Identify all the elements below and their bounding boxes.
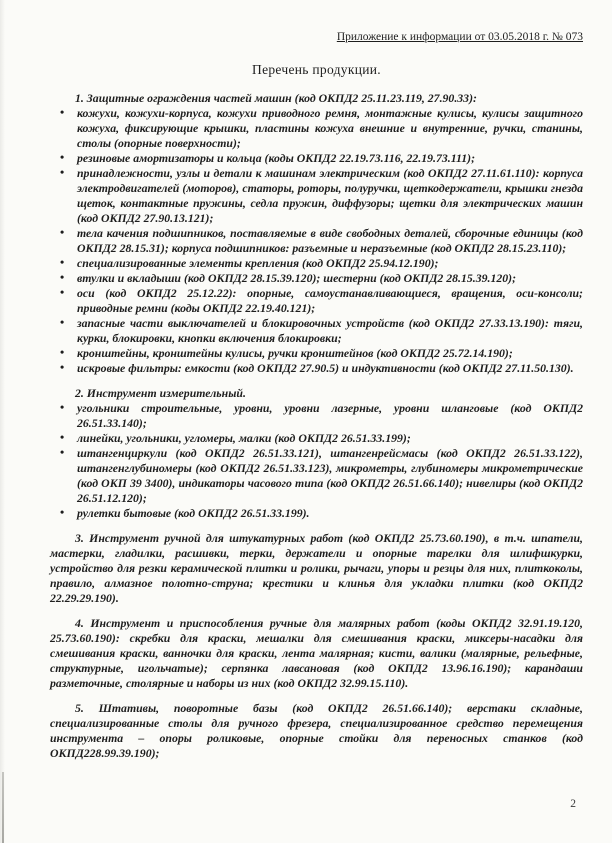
bullet-icon: • bbox=[60, 400, 65, 414]
list-item-text: оси (код ОКПД2 25.12.22): опорные, самоустанавливающиеся, вращения, оси-консоли; приводные ремни (коды ОКПД2 22.19.40.121); bbox=[77, 286, 583, 315]
list-item bbox=[50, 431, 583, 446]
list-item-text: кронштейны, кронштейны кулисы, ручки кронштейнов (код ОКПД2 25.72.14.190); bbox=[77, 346, 513, 360]
bullet-icon: • bbox=[60, 225, 65, 239]
list-item bbox=[50, 256, 583, 271]
list-item bbox=[50, 361, 583, 376]
bullet-icon: • bbox=[60, 255, 65, 269]
bullet-icon: • bbox=[60, 345, 65, 359]
list-item bbox=[50, 106, 583, 151]
document-reference-header bbox=[50, 30, 583, 45]
bullet-icon: • bbox=[60, 505, 65, 519]
bullet-icon: • bbox=[60, 270, 65, 284]
list-item bbox=[50, 401, 583, 431]
list-item bbox=[50, 226, 583, 256]
bullet-icon: • bbox=[60, 360, 65, 374]
section-4-paragraph: 4. Инструмент и приспособления ручные для малярных работ (коды ОКПД2 32.91.19.120, 25.73.60.190): скребки для краски, мешалки для смешивания краски, миксеры-насадки для смешивания краски, ванночки для краски, лента малярная; кисти, валики (малярные, рельефные, структурные, игольчатые); серпянка лавсановая (код ОКПД2 13.96.16.190); карандаши разметочные, столярные и наборы из них (код ОКПД2 32.99.15.110). bbox=[50, 616, 583, 690]
document-reference-text: Приложение к информации от 03.05.2018 г. № 073 bbox=[336, 31, 583, 43]
section-3-paragraph: 3. Инструмент ручной для штукатурных работ (код ОКПД2 25.73.60.190), в т.ч. шпатели, мастерки, гладилки, расшивки, терки, держатели и опорные тарелки для шлифшкурки, устройство для резки керамической плитки и ролики, рычаги, упоры и резцы для них, плиткоколы, правило, алмазное полотно-струна; крестики и клинья для укладки плитки (код ОКПД2 22.29.29.190). bbox=[50, 531, 583, 605]
bullet-icon: • bbox=[60, 165, 65, 179]
bullet-icon: • bbox=[60, 105, 65, 119]
section-1-heading: 1. Защитные ограждения частей машин (код ОКПД2 25.11.23.119, 27.90.33): bbox=[75, 91, 477, 105]
list-item bbox=[50, 446, 583, 506]
list-item-text: принадлежности, узлы и детали к машинам электрическим (код ОКПД2 27.11.61.110): корпуса электродвигателей (моторов), статоры, роторы, полуручки, щеткодержатели, крышки гнезда щеток, контактные пружины, седла пружин, диффузоры; щетки для электрических машин (код ОКПД2 27.90.13.121); bbox=[77, 166, 583, 225]
list-item bbox=[50, 316, 583, 346]
list-item-text: резиновые амортизаторы и кольца (коды ОКПД2 22.19.73.116, 22.19.73.111); bbox=[77, 151, 475, 165]
page-number: 2 bbox=[570, 798, 576, 810]
page-title: Перечень продукции. bbox=[252, 62, 381, 77]
list-item bbox=[50, 346, 583, 361]
list-item-text: угольники строительные, уровни, уровни лазерные, уровни шланговые (код ОКПД2 26.51.33.140); bbox=[77, 401, 583, 430]
list-item-text: штангенциркули (код ОКПД2 26.51.33.121), штангенрейсмасы (код ОКПД2 26.51.33.122), штангенглубиномеры (код ОКПД2 26.51.33.123), микрометры, глубиномеры микрометрические (код ОКП 39 3400), индикаторы часового типа (код ОКПД2 26.51.66.140); нивелиры (код ОКПД2 26.51.12.120); bbox=[77, 446, 583, 505]
list-item-text: втулки и вкладыши (код ОКПД2 28.15.39.120); шестерни (код ОКПД2 28.15.39.120); bbox=[77, 271, 517, 285]
bullet-icon: • bbox=[60, 430, 65, 444]
section-1-bullet-list bbox=[50, 106, 583, 376]
bullet-icon: • bbox=[60, 315, 65, 329]
list-item-text: линейки, угольники, угломеры, малки (код ОКПД2 26.51.33.199); bbox=[77, 431, 411, 445]
list-item bbox=[50, 286, 583, 316]
list-item bbox=[50, 151, 583, 166]
list-item-text: специализированные элементы крепления (код ОКПД2 25.94.12.190); bbox=[77, 256, 439, 270]
bullet-icon: • bbox=[60, 150, 65, 164]
list-item bbox=[50, 271, 583, 286]
list-item-text: рулетки бытовые (код ОКПД2 26.51.33.199). bbox=[77, 506, 310, 520]
section-5-paragraph: 5. Штативы, поворотные базы (код ОКПД2 26.51.66.140); верстаки складные, специализированные столы для ручного фрезера, специализированное средство перемещения инструмента – опоры роликовые, опорные стойки для переносных станков (код ОКПД228.99.39.190); bbox=[50, 701, 583, 760]
list-item-text: тела качения подшипников, поставляемые в виде свободных деталей, сборочные единицы (код ОКПД2 28.15.31); корпуса подшипников: разъемные и неразъемные (код ОКПД2 28.15.23.110); bbox=[77, 226, 583, 255]
list-item bbox=[50, 166, 583, 226]
list-item-text: искровые фильтры: емкости (код ОКПД2 27.90.5) и индуктивности (код ОКПД2 27.11.50.130). bbox=[77, 361, 574, 375]
section-2-bullet-list bbox=[50, 401, 583, 521]
bullet-icon: • bbox=[60, 285, 65, 299]
list-item bbox=[50, 506, 583, 521]
section-2-heading: 2. Инструмент измерительный. bbox=[75, 386, 246, 400]
list-item-text: запасные части выключателей и блокировочных устройств (код ОКПД2 27.33.13.190): тяги, курки, блокировки, кнопки включения блокировки; bbox=[77, 316, 583, 345]
list-item-text: кожухи, кожухи-корпуса, кожухи приводного ремня, монтажные кулисы, кулисы защитного кожуха, фиксирующие крышки, пластины кожуха внешние и внутренние, ручки, станины, столы (опорные поверхности); bbox=[77, 106, 583, 150]
bullet-icon: • bbox=[60, 445, 65, 459]
scan-edge-line-artifact bbox=[2, 772, 4, 843]
